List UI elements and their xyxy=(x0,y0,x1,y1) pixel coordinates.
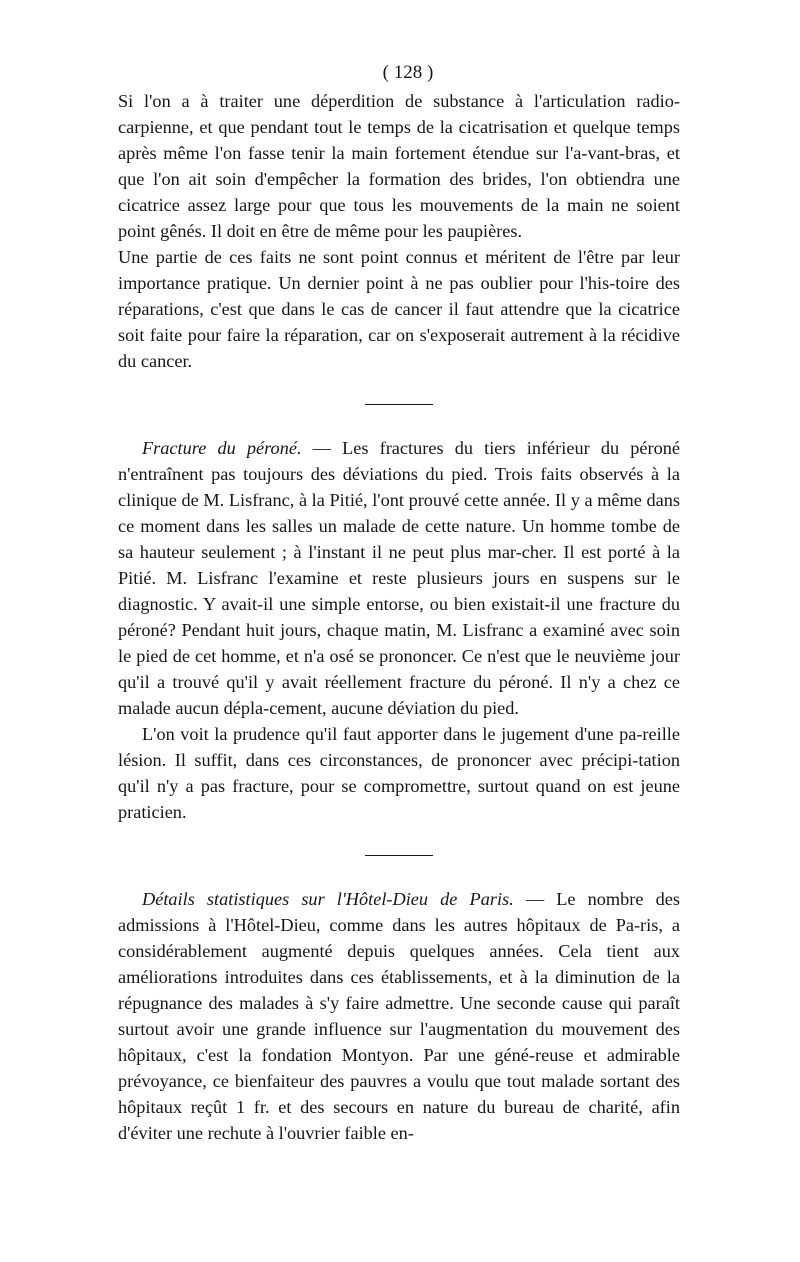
section3-paragraph-1-text: — Le nombre des admissions à l'Hôtel-Dieu, comme dans les autres hôpitaux de Pa-ris, a considérablement augmenté depuis quelques années. Cela tient aux améliorations introduites dans ces établissements, et à la diminution de la répugnance des malades à s'y faire admettre. Une seconde cause qui paraît surtout avoir une grande influence sur l'augmentation du mouvement des hôpitaux, c'est la fondation Montyon. Par une géné-reuse et admirable prévoyance, ce bienfaiteur des pauvres a voulu que tout malade sortant des hôpitaux reçût 1 fr. et des secours en nature du bureau de charité, afin d'éviter une rechute à l'ouvrier faible en- xyxy=(118,889,680,1143)
section2-heading: Fracture du péroné. xyxy=(142,438,302,458)
page-number: ( 128 ) xyxy=(382,62,434,83)
section3-heading: Détails statistiques sur l'Hôtel-Dieu de Paris. xyxy=(142,889,514,909)
section3-paragraph-1 xyxy=(118,886,680,1146)
section-divider-1 xyxy=(365,404,433,405)
book-page xyxy=(118,58,680,1146)
section-divider-2 xyxy=(365,855,433,856)
section1-paragraph-2: Une partie de ces faits ne sont point connus et méritent de l'être par leur importance pratique. Un dernier point à ne pas oublier pour l'his-toire des réparations, c'est que dans le cas de cancer il faut attendre que la cicatrice soit faite pour faire la réparation, car on s'exposerait autrement à la récidive du cancer. xyxy=(118,247,680,371)
section2-paragraph-1-text: — Les fractures du tiers inférieur du péroné n'entraînent pas toujours des déviations du pied. Trois faits observés à la clinique de M. Lisfranc, à la Pitié, l'ont prouvé cette année. Il y a même dans ce moment dans les salles un malade de cette nature. Un homme tombe de sa hauteur seulement ; à l'instant il ne peut plus mar-cher. Il est porté à la Pitié. M. Lisfranc l'examine et reste plusieurs jours en suspens sur le diagnostic. Y avait-il une simple entorse, ou bien existait-il une fracture du péroné? Pendant huit jours, chaque matin, M. Lisfranc a examiné avec soin le pied de cet homme, et n'a osé se prononcer. Ce n'est que le neuvième jour qu'il a trouvé qu'il y avait réellement fracture du péroné. Il n'y a chez ce malade aucun dépla-cement, aucune déviation du pied. xyxy=(118,438,680,718)
section2-paragraph-2: L'on voit la prudence qu'il faut apporter dans le jugement d'une pa-reille lésion. Il suffit, dans ces circonstances, de prononcer avec précipi-tation qu'il n'y a pas fracture, pour se compromettre, surtout quand on est jeune praticien. xyxy=(118,724,680,822)
section1-paragraph-1: Si l'on a à traiter une déperdition de substance à l'articulation radio-carpienne, et que pendant tout le temps de la cicatrisation et quelque temps après même l'on fasse tenir la main fortement étendue sur l'a-vant-bras, et que l'on ait soin d'empêcher la formation des brides, l'on obtiendra une cicatrice assez large pour que tous les mouvements de la main ne soient point gênés. Il doit en être de même pour les paupières. xyxy=(118,91,680,241)
section2-paragraph-1 xyxy=(118,435,680,721)
